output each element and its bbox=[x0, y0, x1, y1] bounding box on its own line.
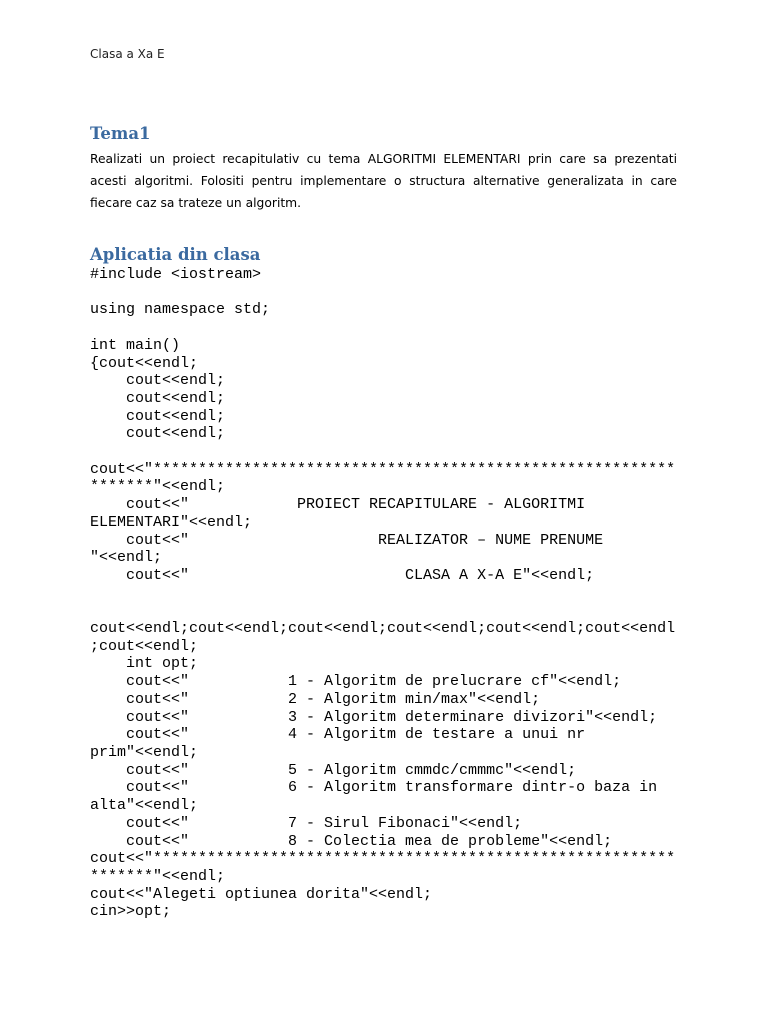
page-header: Clasa a Xa E bbox=[90, 47, 165, 61]
code-listing: #include <iostream> using namespace std; int main() {cout<<endl; cout<<endl; cout<<endl; cout<<endl; cout<<endl; cout<<"********************************************************** *******"<<endl; cout<<" PROIECT RECAPITULARE - ALGORITMI ELEMENTARI"<<endl; cout<<" REALIZATOR – NUME PRENUME "<<endl; cout<<" CLASA A X-A E"<<endl; cout<<endl;cout<<endl;cout<<endl;cout<<endl;cout<<endl;cout<<endl ;cout<<endl; int opt; cout<<" 1 - Algoritm de prelucrare cf"<<endl; cout<<" 2 - Algoritm min/max"<<endl; cout<<" 3 - Algoritm determinare divizori"<<endl; cout<<" 4 - Algoritm de testare a unui nr prim"<<endl; cout<<" 5 - Algoritm cmmdc/cmmmc"<<endl; cout<<" 6 - Algoritm transformare dintr-o baza in alta"<<endl; cout<<" 7 - Sirul Fibonaci"<<endl; cout<<" 8 - Colectia mea de probleme"<<endl; cout<<"********************************************************** *******"<<endl; cout<<"Alegeti optiunea dorita"<<endl; cin>>opt; bbox=[90, 266, 676, 921]
section-heading-tema1: Tema1 bbox=[90, 124, 151, 143]
section-heading-aplicatia: Aplicatia din clasa bbox=[90, 245, 261, 264]
assignment-paragraph: Realizati un proiect recapitulativ cu tema ALGORITMI ELEMENTARI prin care sa prezentati acesti algoritmi. Folositi pentru implementare o structura alternative generalizata in care fiecare caz sa trateze un algoritm. bbox=[90, 152, 677, 210]
